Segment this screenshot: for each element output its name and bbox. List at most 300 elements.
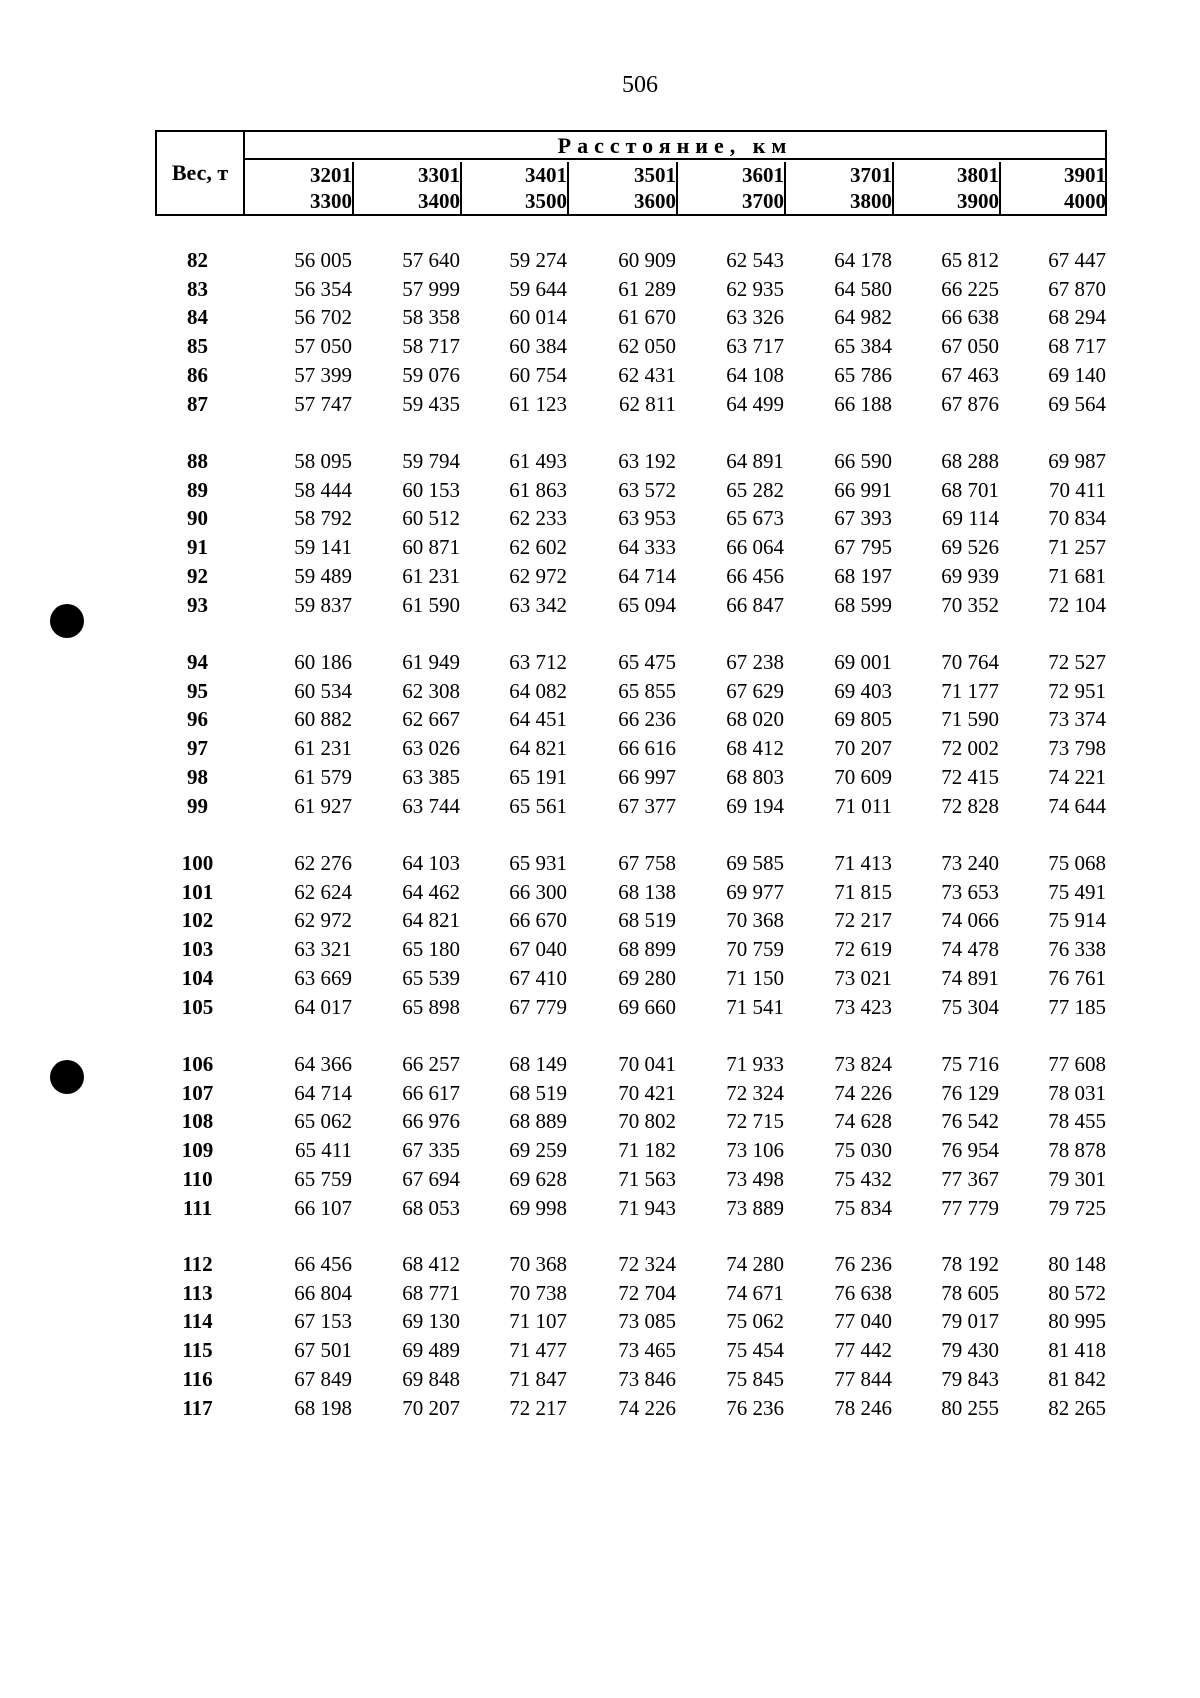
value-cell: 63 385 bbox=[402, 764, 460, 789]
value-cell: 66 456 bbox=[726, 563, 784, 588]
value-cell: 59 141 bbox=[294, 535, 352, 560]
value-cell: 66 804 bbox=[294, 1280, 352, 1305]
value-cell: 78 031 bbox=[1048, 1080, 1106, 1105]
table-row bbox=[0, 533, 1200, 561]
value-cell: 61 123 bbox=[509, 391, 567, 416]
weight-cell: 90 bbox=[187, 506, 208, 531]
value-cell: 68 053 bbox=[402, 1195, 460, 1220]
value-cell: 64 333 bbox=[618, 535, 676, 560]
value-cell: 69 489 bbox=[402, 1338, 460, 1363]
weight-cell: 106 bbox=[181, 1052, 214, 1076]
value-cell: 66 976 bbox=[402, 1109, 460, 1134]
value-cell: 70 609 bbox=[834, 764, 892, 789]
value-cell: 60 534 bbox=[294, 678, 352, 703]
value-cell: 57 999 bbox=[402, 276, 460, 301]
value-cell: 69 114 bbox=[942, 506, 999, 531]
value-cell: 60 512 bbox=[402, 506, 460, 531]
table-row bbox=[0, 332, 1200, 360]
table-row bbox=[0, 1250, 1200, 1278]
value-cell: 66 590 bbox=[834, 449, 892, 473]
value-cell: 69 130 bbox=[402, 1309, 460, 1334]
value-cell: 58 717 bbox=[402, 334, 460, 359]
value-cell: 73 498 bbox=[726, 1166, 784, 1191]
value-cell: 64 891 bbox=[726, 449, 784, 473]
weight-cell: 102 bbox=[181, 908, 214, 933]
value-cell: 71 011 bbox=[835, 793, 892, 818]
range-to: 3400 bbox=[418, 189, 460, 213]
value-cell: 56 702 bbox=[294, 305, 352, 330]
value-cell: 58 792 bbox=[294, 506, 352, 531]
value-cell: 65 855 bbox=[618, 678, 676, 703]
range-to: 4000 bbox=[1064, 189, 1106, 213]
value-cell: 77 442 bbox=[834, 1338, 892, 1363]
value-cell: 70 207 bbox=[402, 1395, 460, 1420]
value-cell: 58 358 bbox=[402, 305, 460, 330]
table-row bbox=[0, 361, 1200, 389]
range-from: 3701 bbox=[850, 163, 892, 187]
range-from: 3401 bbox=[525, 163, 567, 187]
value-cell: 68 149 bbox=[509, 1052, 567, 1076]
value-cell: 76 761 bbox=[1048, 965, 1106, 990]
value-cell: 69 403 bbox=[834, 678, 892, 703]
value-cell: 58 444 bbox=[294, 477, 352, 502]
value-cell: 63 669 bbox=[294, 965, 352, 990]
value-cell: 70 368 bbox=[509, 1252, 567, 1276]
value-cell: 68 138 bbox=[618, 879, 676, 904]
value-cell: 80 255 bbox=[941, 1395, 999, 1420]
value-cell: 72 527 bbox=[1048, 650, 1106, 674]
weight-cell: 104 bbox=[181, 965, 214, 990]
weight-cell: 96 bbox=[187, 707, 208, 732]
value-cell: 71 107 bbox=[509, 1309, 567, 1334]
value-cell: 68 717 bbox=[1048, 334, 1106, 359]
value-cell: 57 050 bbox=[294, 334, 352, 359]
weight-cell: 113 bbox=[182, 1280, 213, 1305]
value-cell: 75 030 bbox=[834, 1138, 892, 1163]
value-cell: 78 605 bbox=[941, 1280, 999, 1305]
value-cell: 69 660 bbox=[618, 994, 676, 1019]
value-cell: 63 744 bbox=[402, 793, 460, 818]
value-cell: 75 062 bbox=[726, 1309, 784, 1334]
value-cell: 72 104 bbox=[1048, 592, 1106, 617]
table-row bbox=[0, 246, 1200, 274]
value-cell: 61 231 bbox=[294, 736, 352, 761]
distance-range-header bbox=[244, 162, 354, 214]
value-cell: 73 021 bbox=[834, 965, 892, 990]
value-cell: 60 871 bbox=[402, 535, 460, 560]
range-to: 3300 bbox=[310, 189, 352, 213]
value-cell: 69 987 bbox=[1048, 449, 1106, 473]
value-cell: 80 148 bbox=[1048, 1252, 1106, 1276]
table-row bbox=[0, 1079, 1200, 1107]
value-cell: 71 933 bbox=[726, 1052, 784, 1076]
value-cell: 65 180 bbox=[402, 937, 460, 962]
value-cell: 79 301 bbox=[1048, 1166, 1106, 1191]
value-cell: 64 103 bbox=[402, 851, 460, 875]
value-cell: 71 150 bbox=[726, 965, 784, 990]
weight-cell: 91 bbox=[187, 535, 208, 560]
value-cell: 62 308 bbox=[402, 678, 460, 703]
value-cell: 79 017 bbox=[941, 1309, 999, 1334]
value-cell: 61 590 bbox=[402, 592, 460, 617]
value-cell: 62 602 bbox=[509, 535, 567, 560]
value-cell: 67 410 bbox=[509, 965, 567, 990]
value-cell: 62 972 bbox=[294, 908, 352, 933]
value-cell: 65 191 bbox=[509, 764, 567, 789]
value-cell: 61 949 bbox=[402, 650, 460, 674]
value-cell: 57 399 bbox=[294, 362, 352, 387]
value-cell: 60 909 bbox=[618, 248, 676, 272]
range-from: 3301 bbox=[418, 163, 460, 187]
value-cell: 59 794 bbox=[402, 449, 460, 473]
weight-column-header: Вес, т bbox=[157, 132, 245, 214]
table-row bbox=[0, 1394, 1200, 1422]
value-cell: 65 475 bbox=[618, 650, 676, 674]
value-cell: 72 217 bbox=[509, 1395, 567, 1420]
value-cell: 70 802 bbox=[618, 1109, 676, 1134]
value-cell: 66 638 bbox=[941, 305, 999, 330]
value-cell: 66 257 bbox=[402, 1052, 460, 1076]
value-cell: 64 714 bbox=[294, 1080, 352, 1105]
value-cell: 64 499 bbox=[726, 391, 784, 416]
value-cell: 71 541 bbox=[726, 994, 784, 1019]
value-cell: 71 943 bbox=[618, 1195, 676, 1220]
value-cell: 75 454 bbox=[726, 1338, 784, 1363]
value-cell: 65 931 bbox=[509, 851, 567, 875]
value-cell: 73 085 bbox=[618, 1309, 676, 1334]
value-cell: 76 338 bbox=[1048, 937, 1106, 962]
value-cell: 68 803 bbox=[726, 764, 784, 789]
value-cell: 65 898 bbox=[402, 994, 460, 1019]
value-cell: 66 300 bbox=[509, 879, 567, 904]
value-cell: 65 561 bbox=[509, 793, 567, 818]
value-cell: 69 585 bbox=[726, 851, 784, 875]
value-cell: 72 704 bbox=[618, 1280, 676, 1305]
value-cell: 75 914 bbox=[1048, 908, 1106, 933]
value-cell: 67 238 bbox=[726, 650, 784, 674]
weight-cell: 85 bbox=[187, 334, 208, 359]
value-cell: 74 478 bbox=[941, 937, 999, 962]
value-cell: 75 068 bbox=[1048, 851, 1106, 875]
value-cell: 76 542 bbox=[941, 1109, 999, 1134]
value-cell: 67 870 bbox=[1048, 276, 1106, 301]
table-row bbox=[0, 447, 1200, 475]
weight-cell: 86 bbox=[187, 362, 208, 387]
value-cell: 61 231 bbox=[402, 563, 460, 588]
value-cell: 66 997 bbox=[618, 764, 676, 789]
value-cell: 64 580 bbox=[834, 276, 892, 301]
value-cell: 68 889 bbox=[509, 1109, 567, 1134]
value-cell: 81 418 bbox=[1048, 1338, 1106, 1363]
value-cell: 74 221 bbox=[1048, 764, 1106, 789]
weight-cell: 103 bbox=[181, 937, 214, 962]
value-cell: 65 062 bbox=[294, 1109, 352, 1134]
weight-cell: 115 bbox=[182, 1338, 213, 1363]
value-cell: 71 847 bbox=[509, 1366, 567, 1391]
value-cell: 73 798 bbox=[1048, 736, 1106, 761]
value-cell: 77 040 bbox=[834, 1309, 892, 1334]
value-cell: 74 066 bbox=[941, 908, 999, 933]
value-cell: 71 590 bbox=[941, 707, 999, 732]
value-cell: 76 236 bbox=[726, 1395, 784, 1420]
range-from: 3801 bbox=[957, 163, 999, 187]
range-from: 3501 bbox=[634, 163, 676, 187]
value-cell: 67 779 bbox=[509, 994, 567, 1019]
value-cell: 75 304 bbox=[941, 994, 999, 1019]
table-row bbox=[0, 792, 1200, 820]
value-cell: 72 951 bbox=[1048, 678, 1106, 703]
table-header bbox=[155, 130, 1107, 216]
table-row bbox=[0, 303, 1200, 331]
value-cell: 56 354 bbox=[294, 276, 352, 301]
value-cell: 72 324 bbox=[618, 1252, 676, 1276]
value-cell: 68 412 bbox=[402, 1252, 460, 1276]
value-cell: 66 670 bbox=[509, 908, 567, 933]
weight-cell: 99 bbox=[187, 793, 208, 818]
value-cell: 68 599 bbox=[834, 592, 892, 617]
range-to: 3800 bbox=[850, 189, 892, 213]
value-cell: 64 982 bbox=[834, 305, 892, 330]
table-row bbox=[0, 1194, 1200, 1222]
value-cell: 63 321 bbox=[294, 937, 352, 962]
value-cell: 62 935 bbox=[726, 276, 784, 301]
value-cell: 82 265 bbox=[1048, 1395, 1106, 1420]
weight-cell: 82 bbox=[187, 248, 208, 272]
value-cell: 63 953 bbox=[618, 506, 676, 531]
value-cell: 67 501 bbox=[294, 1338, 352, 1363]
value-cell: 67 447 bbox=[1048, 248, 1106, 272]
weight-cell: 109 bbox=[181, 1138, 214, 1163]
value-cell: 76 954 bbox=[941, 1138, 999, 1163]
value-cell: 58 095 bbox=[294, 449, 352, 473]
weight-cell: 88 bbox=[187, 449, 208, 473]
value-cell: 73 106 bbox=[726, 1138, 784, 1163]
value-cell: 70 738 bbox=[509, 1280, 567, 1305]
value-cell: 69 564 bbox=[1048, 391, 1106, 416]
value-cell: 62 233 bbox=[509, 506, 567, 531]
value-cell: 61 670 bbox=[618, 305, 676, 330]
distance-range-header bbox=[459, 162, 569, 214]
value-cell: 70 411 bbox=[1049, 477, 1106, 502]
weight-cell: 112 bbox=[182, 1252, 213, 1276]
value-cell: 65 282 bbox=[726, 477, 784, 502]
value-cell: 76 638 bbox=[834, 1280, 892, 1305]
value-cell: 68 412 bbox=[726, 736, 784, 761]
value-cell: 60 014 bbox=[509, 305, 567, 330]
value-cell: 69 998 bbox=[509, 1195, 567, 1220]
value-cell: 80 572 bbox=[1048, 1280, 1106, 1305]
value-cell: 70 368 bbox=[726, 908, 784, 933]
value-cell: 72 715 bbox=[726, 1109, 784, 1134]
value-cell: 70 759 bbox=[726, 937, 784, 962]
table-row bbox=[0, 1336, 1200, 1364]
distance-range-header bbox=[891, 162, 1001, 214]
value-cell: 62 543 bbox=[726, 248, 784, 272]
value-cell: 57 747 bbox=[294, 391, 352, 416]
value-cell: 63 192 bbox=[618, 449, 676, 473]
value-cell: 71 477 bbox=[509, 1338, 567, 1363]
value-cell: 73 889 bbox=[726, 1195, 784, 1220]
value-cell: 67 629 bbox=[726, 678, 784, 703]
value-cell: 65 094 bbox=[618, 592, 676, 617]
value-cell: 67 795 bbox=[834, 535, 892, 560]
value-cell: 74 644 bbox=[1048, 793, 1106, 818]
value-cell: 70 207 bbox=[834, 736, 892, 761]
value-cell: 62 624 bbox=[294, 879, 352, 904]
weight-cell: 92 bbox=[187, 563, 208, 588]
weight-cell: 105 bbox=[181, 994, 214, 1019]
value-cell: 66 236 bbox=[618, 707, 676, 732]
value-cell: 60 384 bbox=[509, 334, 567, 359]
range-from: 3901 bbox=[1064, 163, 1106, 187]
value-cell: 78 246 bbox=[834, 1395, 892, 1420]
value-cell: 74 671 bbox=[726, 1280, 784, 1305]
value-cell: 68 197 bbox=[834, 563, 892, 588]
value-cell: 68 020 bbox=[726, 707, 784, 732]
value-cell: 61 289 bbox=[618, 276, 676, 301]
value-cell: 66 991 bbox=[834, 477, 892, 502]
value-cell: 72 217 bbox=[834, 908, 892, 933]
value-cell: 66 617 bbox=[402, 1080, 460, 1105]
range-from: 3601 bbox=[742, 163, 784, 187]
table-row bbox=[0, 648, 1200, 676]
value-cell: 56 005 bbox=[294, 248, 352, 272]
value-cell: 74 226 bbox=[618, 1395, 676, 1420]
value-cell: 59 274 bbox=[509, 248, 567, 272]
value-cell: 75 432 bbox=[834, 1166, 892, 1191]
table-row bbox=[0, 591, 1200, 619]
value-cell: 67 694 bbox=[402, 1166, 460, 1191]
distance-range-header bbox=[784, 162, 894, 214]
value-cell: 70 421 bbox=[618, 1080, 676, 1105]
value-cell: 67 758 bbox=[618, 851, 676, 875]
value-cell: 59 076 bbox=[402, 362, 460, 387]
weight-cell: 111 bbox=[182, 1195, 213, 1220]
value-cell: 61 927 bbox=[294, 793, 352, 818]
value-cell: 73 653 bbox=[941, 879, 999, 904]
value-cell: 65 812 bbox=[941, 248, 999, 272]
table-row bbox=[0, 734, 1200, 762]
value-cell: 77 844 bbox=[834, 1366, 892, 1391]
value-cell: 73 824 bbox=[834, 1052, 892, 1076]
value-cell: 62 811 bbox=[619, 391, 676, 416]
value-cell: 72 324 bbox=[726, 1080, 784, 1105]
value-cell: 69 939 bbox=[941, 563, 999, 588]
table-row bbox=[0, 878, 1200, 906]
value-cell: 66 847 bbox=[726, 592, 784, 617]
table-row bbox=[0, 504, 1200, 532]
table-row bbox=[0, 476, 1200, 504]
value-cell: 73 846 bbox=[618, 1366, 676, 1391]
value-cell: 62 667 bbox=[402, 707, 460, 732]
value-cell: 76 129 bbox=[941, 1080, 999, 1105]
value-cell: 70 834 bbox=[1048, 506, 1106, 531]
value-cell: 77 608 bbox=[1048, 1052, 1106, 1076]
value-cell: 60 882 bbox=[294, 707, 352, 732]
value-cell: 73 374 bbox=[1048, 707, 1106, 732]
value-cell: 73 423 bbox=[834, 994, 892, 1019]
value-cell: 72 828 bbox=[941, 793, 999, 818]
value-cell: 73 240 bbox=[941, 851, 999, 875]
table-row bbox=[0, 275, 1200, 303]
value-cell: 75 834 bbox=[834, 1195, 892, 1220]
distance-header: Расстояние, км bbox=[245, 132, 1105, 160]
value-cell: 75 491 bbox=[1048, 879, 1106, 904]
value-cell: 77 779 bbox=[941, 1195, 999, 1220]
weight-cell: 101 bbox=[181, 879, 214, 904]
value-cell: 67 040 bbox=[509, 937, 567, 962]
value-cell: 65 759 bbox=[294, 1166, 352, 1191]
value-cell: 59 489 bbox=[294, 563, 352, 588]
table-row bbox=[0, 1050, 1200, 1078]
value-cell: 67 463 bbox=[941, 362, 999, 387]
value-cell: 65 673 bbox=[726, 506, 784, 531]
weight-cell: 114 bbox=[182, 1309, 213, 1334]
value-cell: 69 628 bbox=[509, 1166, 567, 1191]
value-cell: 69 140 bbox=[1048, 362, 1106, 387]
value-cell: 71 257 bbox=[1048, 535, 1106, 560]
table-row bbox=[0, 906, 1200, 934]
value-cell: 63 712 bbox=[509, 650, 567, 674]
value-cell: 72 415 bbox=[941, 764, 999, 789]
table-row bbox=[0, 763, 1200, 791]
table-row bbox=[0, 1365, 1200, 1393]
value-cell: 69 526 bbox=[941, 535, 999, 560]
value-cell: 59 644 bbox=[509, 276, 567, 301]
value-cell: 59 435 bbox=[402, 391, 460, 416]
value-cell: 59 837 bbox=[294, 592, 352, 617]
weight-cell: 107 bbox=[181, 1080, 214, 1105]
value-cell: 75 845 bbox=[726, 1366, 784, 1391]
value-cell: 63 717 bbox=[726, 334, 784, 359]
value-cell: 65 539 bbox=[402, 965, 460, 990]
value-cell: 64 108 bbox=[726, 362, 784, 387]
table-row bbox=[0, 390, 1200, 418]
table-row bbox=[0, 935, 1200, 963]
value-cell: 69 280 bbox=[618, 965, 676, 990]
value-cell: 63 342 bbox=[509, 592, 567, 617]
value-cell: 71 681 bbox=[1048, 563, 1106, 588]
value-cell: 66 616 bbox=[618, 736, 676, 761]
value-cell: 66 188 bbox=[834, 391, 892, 416]
value-cell: 64 178 bbox=[834, 248, 892, 272]
value-cell: 60 186 bbox=[294, 650, 352, 674]
value-cell: 60 754 bbox=[509, 362, 567, 387]
value-cell: 67 153 bbox=[294, 1309, 352, 1334]
value-cell: 69 805 bbox=[834, 707, 892, 732]
range-to: 3600 bbox=[634, 189, 676, 213]
value-cell: 69 194 bbox=[726, 793, 784, 818]
value-cell: 78 192 bbox=[941, 1252, 999, 1276]
value-cell: 62 276 bbox=[294, 851, 352, 875]
value-cell: 67 377 bbox=[618, 793, 676, 818]
weight-cell: 84 bbox=[187, 305, 208, 330]
table-row bbox=[0, 1165, 1200, 1193]
value-cell: 68 771 bbox=[402, 1280, 460, 1305]
value-cell: 57 640 bbox=[402, 248, 460, 272]
value-cell: 72 619 bbox=[834, 937, 892, 962]
table-row bbox=[0, 677, 1200, 705]
value-cell: 65 411 bbox=[295, 1138, 352, 1163]
value-cell: 78 878 bbox=[1048, 1138, 1106, 1163]
value-cell: 71 563 bbox=[618, 1166, 676, 1191]
value-cell: 62 050 bbox=[618, 334, 676, 359]
weight-cell: 89 bbox=[187, 477, 208, 502]
value-cell: 75 716 bbox=[941, 1052, 999, 1076]
weight-cell: 97 bbox=[187, 736, 208, 761]
weight-cell: 87 bbox=[187, 391, 208, 416]
value-cell: 61 863 bbox=[509, 477, 567, 502]
